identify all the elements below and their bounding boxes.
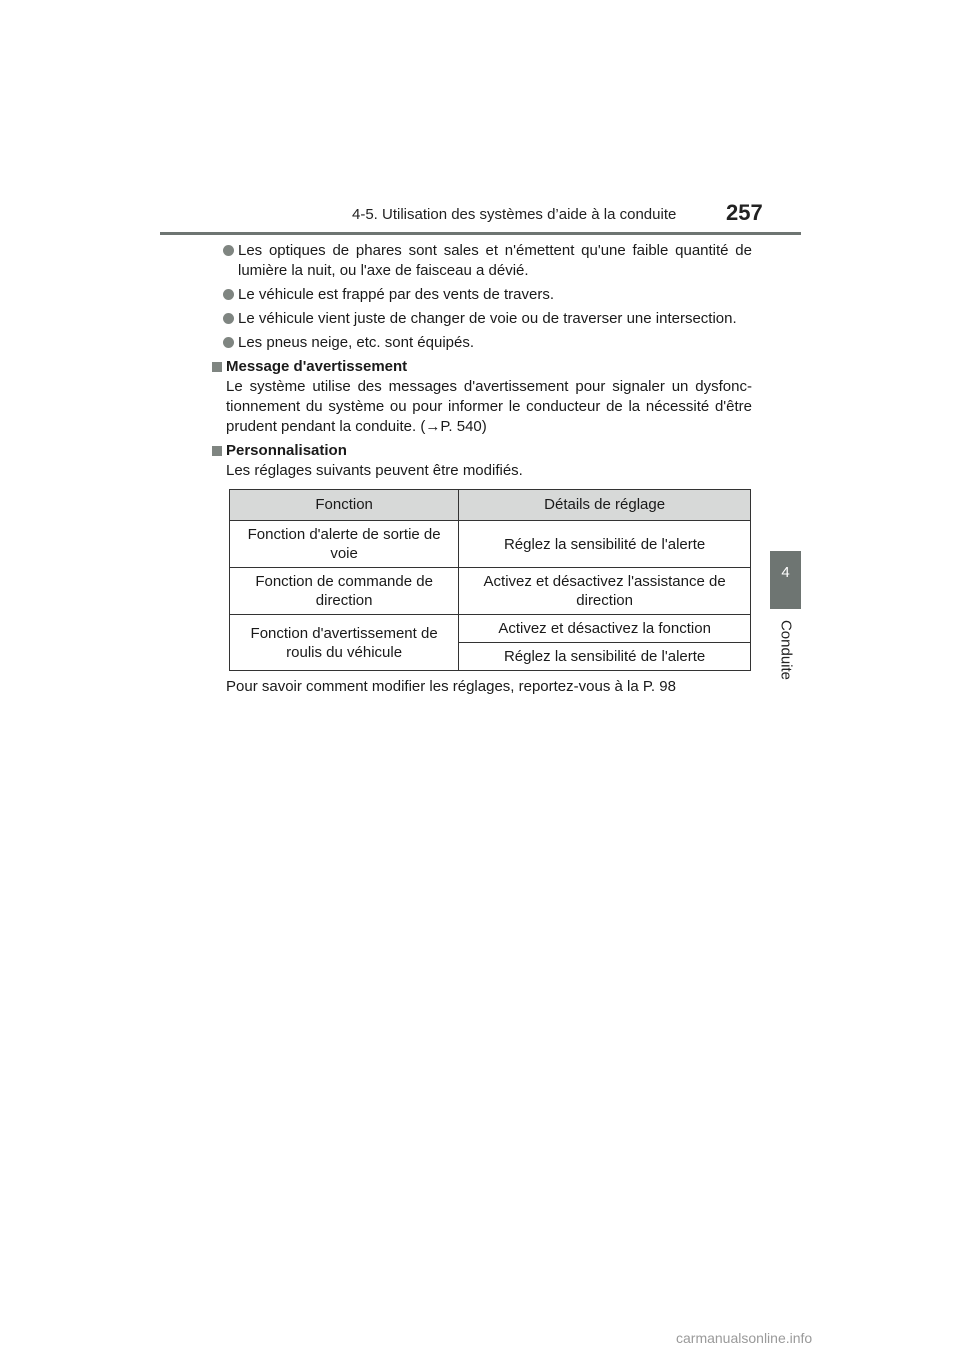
bullet-text: Les pneus neige, etc. sont équipés. — [238, 334, 475, 351]
table-cell: Fonction d'alerte de sortie de voie — [230, 521, 459, 568]
table-cell: Fonction de commande de direction — [230, 568, 459, 615]
footer-note: Pour savoir comment modifier les réglages, reportez-vous à la P. 98 — [226, 678, 676, 695]
column-header: Détails de réglage — [459, 490, 751, 521]
bullet-item — [212, 241, 752, 281]
square-icon — [212, 362, 222, 372]
table-row — [230, 521, 751, 568]
custom-heading-text: Personnalisation — [226, 442, 347, 459]
watermark-text: carmanualsonline.info — [676, 1330, 813, 1346]
bullet-item — [212, 333, 752, 353]
table-cell: Fonction d'avertissement de roulis du véhicule — [230, 615, 459, 671]
bullet-list — [212, 241, 752, 353]
header-rule — [160, 232, 801, 235]
table-cell: Activez et désactivez la fonction — [459, 615, 751, 643]
content — [212, 241, 752, 697]
table-row — [230, 615, 751, 643]
bullet-text: Le véhicule est frappé par des vents de travers. — [238, 286, 555, 303]
table-row — [230, 568, 751, 615]
warning-paragraph: Le système utilise des messages d'avertissement pour signaler un dysfonc-tionnement du système ou pour informer le conducteur de la nécessité d'être prudent pendant la conduite. (→P. 540) — [226, 378, 752, 435]
bullet-dot-icon — [223, 313, 234, 324]
bullet-item — [212, 309, 752, 329]
square-icon — [212, 446, 222, 456]
table-header-row — [230, 490, 751, 521]
bullet-dot-icon — [223, 289, 234, 300]
table-cell: Activez et désactivez l'assistance de direction — [459, 568, 751, 615]
bullet-item — [212, 285, 752, 305]
table-cell: Réglez la sensibilité de l'alerte — [459, 521, 751, 568]
bullet-dot-icon — [223, 245, 234, 256]
custom-paragraph: Les réglages suivants peuvent être modifiés. — [226, 462, 523, 479]
bullet-text: Les optiques de phares sont sales et n'émettent qu'une faible quantité de lumière la nuit, ou l'axe de faisceau a dévié. — [238, 242, 752, 279]
column-header: Fonction — [230, 490, 459, 521]
warning-heading — [212, 357, 752, 377]
header-title: 4-5. Utilisation des systèmes d’aide à la conduite — [352, 206, 677, 223]
page-number: 257 — [726, 200, 763, 225]
table-cell: Réglez la sensibilité de l'alerte — [459, 643, 751, 671]
custom-heading — [212, 441, 752, 461]
warning-heading-text: Message d'avertissement — [226, 358, 408, 375]
settings-table — [229, 489, 751, 671]
bullet-dot-icon — [223, 337, 234, 348]
chapter-tab: 4 — [770, 551, 801, 609]
chapter-label: Conduite — [777, 619, 795, 681]
bullet-text: Le véhicule vient juste de changer de voie ou de traverser une intersection. — [238, 310, 737, 327]
